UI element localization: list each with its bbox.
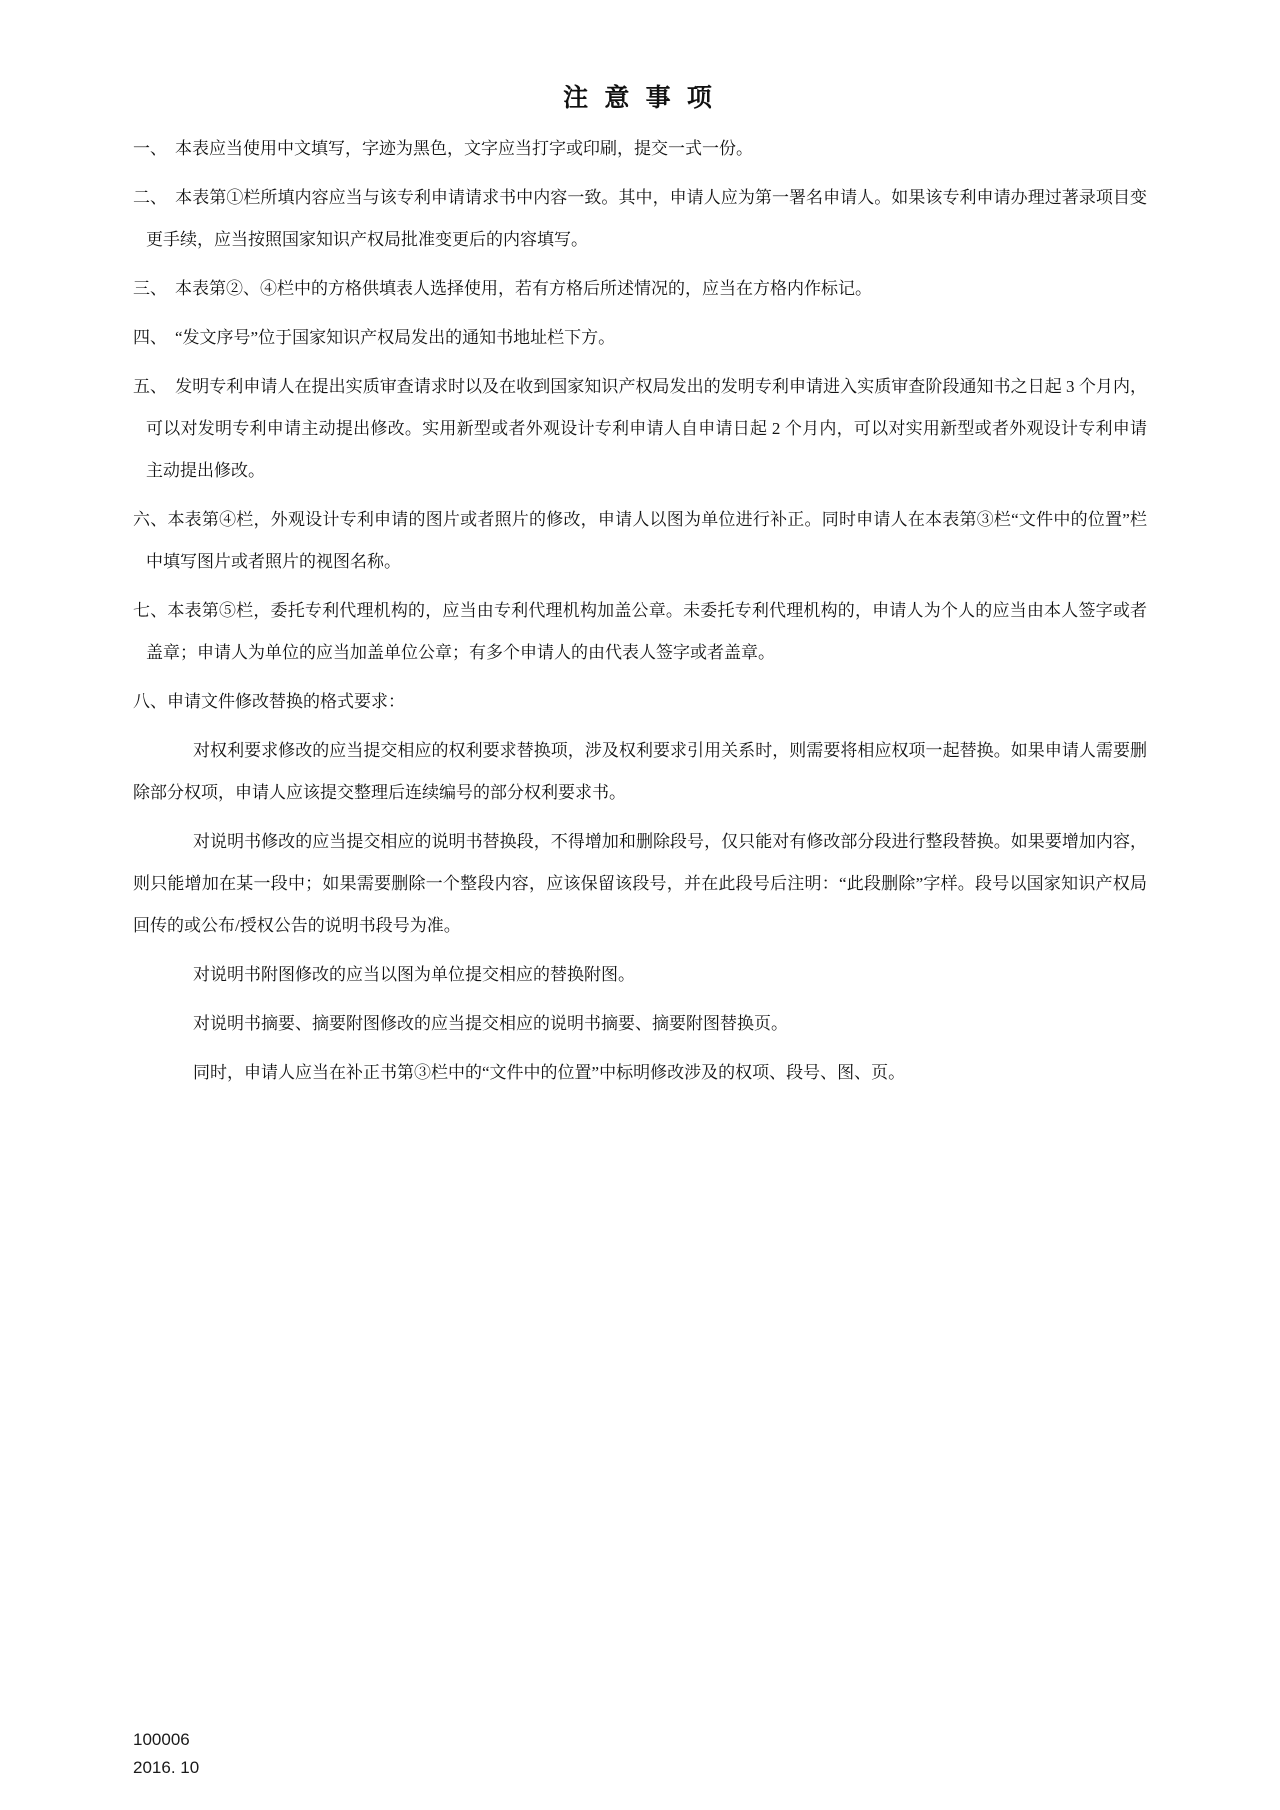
page-title: 注 意 事 项 bbox=[563, 85, 717, 112]
note-item-text: 本表第①栏所填内容应当与该专利申请请求书中内容一致。其中，申请人应为第一署名申请人。如果该专利申请办理过著录项目变更手续，应当按照国家知识产权局批准变更后的内容填写。 bbox=[146, 188, 1148, 249]
note-item bbox=[133, 128, 1147, 170]
note-item bbox=[133, 499, 1147, 583]
note-item-text: 申请文件修改替换的格式要求： bbox=[167, 692, 405, 711]
note-item-label: 七、 bbox=[133, 601, 168, 620]
page-footer bbox=[133, 1726, 199, 1782]
note-sub-paragraph: 同时，申请人应当在补正书第③栏中的“文件中的位置”中标明修改涉及的权项、段号、图、页。 bbox=[193, 1063, 906, 1082]
note-item-text: 本表第⑤栏，委托专利代理机构的，应当由专利代理机构加盖公章。未委托专利代理机构的，申请人为个人的应当由本人签字或者盖章；申请人为单位的应当加盖单位公章；有多个申请人的由代表人签字或者盖章。 bbox=[146, 601, 1148, 662]
note-item bbox=[133, 177, 1147, 261]
note-item-text: 本表第②、④栏中的方格供填表人选择使用，若有方格后所述情况的，应当在方格内作标记。 bbox=[175, 279, 872, 298]
note-item-text: 发明专利申请人在提出实质审查请求时以及在收到国家知识产权局发出的发明专利申请进入实质审查阶段通知书之日起 3 个月内，可以对发明专利申请主动提出修改。实用新型或者外观设计专利申请人自申请日起 2 个月内，可以对实用新型或者外观设计专利申请主动提出修改。 bbox=[146, 377, 1148, 480]
note-item bbox=[133, 366, 1147, 492]
form-date: 2016. 10 bbox=[133, 1758, 200, 1777]
note-item-label: 四、 bbox=[133, 328, 167, 347]
form-code: 100006 bbox=[133, 1730, 190, 1749]
note-sub-paragraph: 对说明书附图修改的应当以图为单位提交相应的替换附图。 bbox=[193, 965, 635, 984]
note-item-text: 本表第④栏，外观设计专利申请的图片或者照片的修改，申请人以图为单位进行补正。同时申请人在本表第③栏“文件中的位置”栏中填写图片或者照片的视图名称。 bbox=[146, 510, 1147, 571]
note-sub-paragraph: 对说明书摘要、摘要附图修改的应当提交相应的说明书摘要、摘要附图替换页。 bbox=[193, 1014, 788, 1033]
note-item-label: 一、 bbox=[133, 139, 167, 158]
note-sub-paragraph: 对权利要求修改的应当提交相应的权利要求替换项，涉及权利要求引用关系时，则需要将相应权项一起替换。如果申请人需要删除部分权项，申请人应该提交整理后连续编号的部分权利要求书。 bbox=[133, 741, 1147, 802]
note-item bbox=[133, 590, 1147, 674]
note-item-text: 本表应当使用中文填写，字迹为黑色，文字应当打字或印刷，提交一式一份。 bbox=[175, 139, 753, 158]
note-item-label: 二、 bbox=[133, 188, 168, 207]
note-item-text: “发文序号”位于国家知识产权局发出的通知书地址栏下方。 bbox=[175, 328, 616, 347]
note-item-label: 三、 bbox=[133, 279, 167, 298]
note-item-label: 八、 bbox=[133, 692, 167, 711]
note-sub-paragraph: 对说明书修改的应当提交相应的说明书替换段，不得增加和删除段号，仅只能对有修改部分段进行整段替换。如果要增加内容，则只能增加在某一段中；如果需要删除一个整段内容，应该保留该段号，并在此段号后注明：“此段删除”字样。段号以国家知识产权局回传的或公布/授权公告的说明书段号为准。 bbox=[133, 832, 1147, 935]
note-item bbox=[133, 681, 1147, 723]
notes-list bbox=[133, 128, 1147, 1101]
note-item bbox=[133, 317, 1147, 359]
note-item-label: 五、 bbox=[133, 377, 168, 396]
note-item bbox=[133, 268, 1147, 310]
note-item-label: 六、 bbox=[133, 510, 168, 529]
